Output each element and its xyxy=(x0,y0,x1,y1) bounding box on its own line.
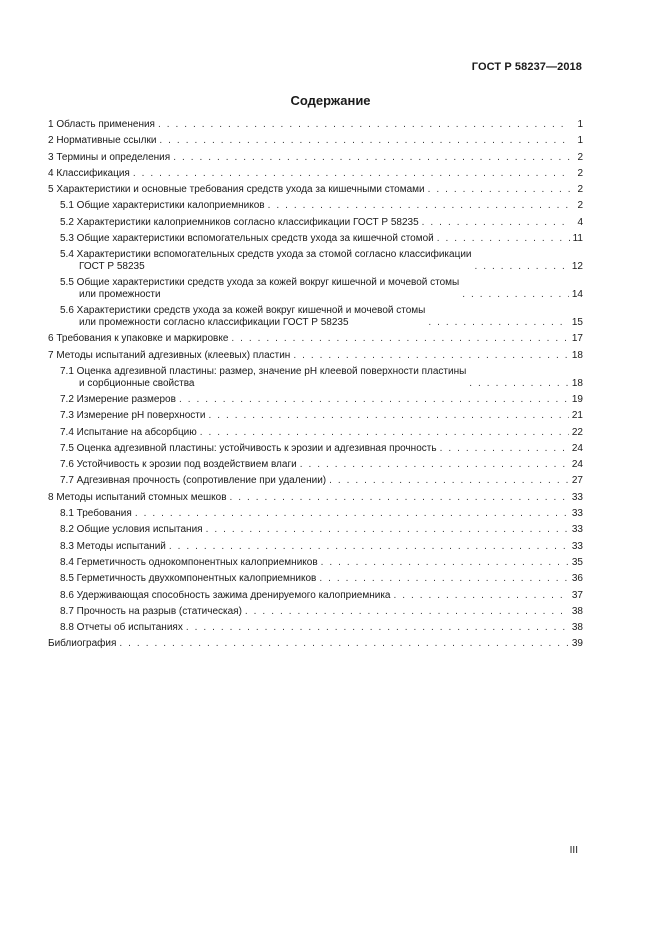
toc-dot-leader xyxy=(179,394,569,406)
toc-dot-leader xyxy=(208,410,568,422)
toc-page-number: 14 xyxy=(571,289,583,301)
toc-dot-leader xyxy=(159,135,570,147)
toc-entry[interactable] xyxy=(48,233,583,245)
page-title: Содержание xyxy=(290,93,371,108)
toc-entry[interactable] xyxy=(48,168,583,180)
toc-page-number: 19 xyxy=(571,393,583,405)
toc-dot-leader xyxy=(422,217,570,229)
toc-dot-leader xyxy=(268,200,570,212)
toc-entry[interactable] xyxy=(48,200,583,212)
toc-entry-title-line: 6 Требования к упаковке и маркировке xyxy=(48,333,229,345)
toc-entry-title xyxy=(60,443,437,455)
toc-page-number: 33 xyxy=(571,540,583,552)
toc-entry-title-continuation: или промежности xyxy=(79,289,161,301)
toc-entry-title-line: 7.1 Оценка адгезивной пластины: размер, значение рН клеевой поверхности пластины xyxy=(60,365,467,377)
toc-page-number: 27 xyxy=(571,475,583,487)
toc-entry-title xyxy=(60,394,176,406)
toc-entry-title xyxy=(48,184,425,196)
toc-entry-title xyxy=(48,119,155,131)
toc-entry-title xyxy=(60,217,419,229)
toc-page-number: 18 xyxy=(571,349,583,361)
toc-page-number: 24 xyxy=(571,459,583,471)
toc-page-number: 22 xyxy=(571,426,583,438)
toc-dot-leader xyxy=(437,233,570,245)
toc-dot-leader xyxy=(230,492,569,504)
toc-dot-leader xyxy=(293,350,569,362)
toc-dot-leader xyxy=(329,475,569,487)
toc-entry-title xyxy=(60,249,471,273)
toc-entry[interactable] xyxy=(48,427,583,439)
toc-entry-title xyxy=(60,410,205,422)
toc-entry-title-line: 4 Классификация xyxy=(48,167,130,179)
toc-entry-title-line: 8 Методы испытаний стомных мешков xyxy=(48,491,227,503)
toc-entry-title xyxy=(60,366,466,390)
toc-entry-title-line: 7.4 Испытание на абсорбцию xyxy=(60,426,197,438)
toc-entry-title xyxy=(60,459,297,471)
toc-entry-title-continuation: и сорбционные свойства xyxy=(79,377,195,389)
toc-entry[interactable] xyxy=(48,541,583,553)
document-code: ГОСТ Р 58237—2018 xyxy=(471,61,582,73)
toc-page-number: 36 xyxy=(571,573,583,585)
toc-entry[interactable] xyxy=(48,475,583,487)
toc-entry-title xyxy=(48,152,170,164)
toc-dot-leader xyxy=(428,184,570,196)
toc-entry[interactable] xyxy=(48,410,583,422)
toc-page-number: 39 xyxy=(571,638,583,650)
toc-entry-title-line: 5.4 Характеристики вспомогательных средств ухода за стомой согласно классификации xyxy=(60,249,472,261)
toc-entry[interactable] xyxy=(48,573,583,585)
toc-page-number: 4 xyxy=(577,216,583,228)
toc-entry[interactable] xyxy=(48,443,583,455)
toc-dot-leader xyxy=(300,459,569,471)
toc-page-number: 2 xyxy=(577,151,583,163)
toc-page-number: 2 xyxy=(577,184,583,196)
toc-entry-title-line: 8.2 Общие условия испытания xyxy=(60,524,203,536)
toc-entry-title-line: 5.1 Общие характеристики калоприемников xyxy=(60,200,265,212)
toc-entry-title-line: 1 Область применения xyxy=(48,119,155,130)
toc-entry[interactable] xyxy=(48,622,583,634)
toc-entry-title xyxy=(60,305,425,329)
toc-entry-title xyxy=(60,557,318,569)
toc-dot-leader xyxy=(186,622,569,634)
toc-entry[interactable] xyxy=(48,249,583,273)
toc-entry-title xyxy=(60,200,265,212)
toc-entry-title-line: 5.2 Характеристики калоприемников согласно классификации ГОСТ Р 58235 xyxy=(60,216,419,228)
toc-entry[interactable] xyxy=(48,305,583,329)
toc-dot-leader xyxy=(428,317,569,329)
toc-dot-leader xyxy=(200,427,569,439)
toc-entry-title xyxy=(60,573,316,585)
toc-entry-title-continuation: или промежности согласно классификации ГОСТ Р 58235 xyxy=(79,317,349,329)
toc-entry[interactable] xyxy=(48,508,583,520)
toc-page-number: 21 xyxy=(571,410,583,422)
toc-entry-title xyxy=(48,492,227,504)
toc-page-number: 2 xyxy=(577,200,583,212)
toc-page-number: 35 xyxy=(571,556,583,568)
toc-entry-title xyxy=(60,541,166,553)
toc-entry[interactable] xyxy=(48,217,583,229)
toc-entry-title-line: 7.7 Адгезивная прочность (сопротивление при удалении) xyxy=(60,475,327,487)
toc-entry[interactable] xyxy=(48,333,583,345)
toc-dot-leader xyxy=(135,508,569,520)
toc-entry-title xyxy=(48,350,290,362)
toc-dot-leader xyxy=(321,557,569,569)
toc-page-number: 38 xyxy=(571,605,583,617)
toc-entry-title xyxy=(60,233,434,245)
toc-entry-title-line: 8.5 Герметичность двухкомпонентных калоприемников xyxy=(60,573,317,585)
toc-entry[interactable] xyxy=(48,590,583,602)
toc-entry[interactable] xyxy=(48,135,583,147)
toc-page-number: 12 xyxy=(571,261,583,273)
table-of-contents xyxy=(48,119,583,655)
toc-entry-title-line: 3 Термины и определения xyxy=(48,151,171,163)
toc-page-number: 33 xyxy=(571,524,583,536)
toc-entry-title xyxy=(60,590,391,602)
toc-page-number: 18 xyxy=(571,377,583,389)
toc-entry[interactable] xyxy=(48,277,583,301)
toc-dot-leader xyxy=(469,378,569,390)
toc-entry[interactable] xyxy=(48,184,583,196)
toc-entry-title xyxy=(60,606,242,618)
toc-entry-title-line: 7 Методы испытаний адгезивных (клеевых) пластин xyxy=(48,349,291,361)
toc-entry-title-line: 8.8 Отчеты об испытаниях xyxy=(60,622,183,634)
toc-page-number: 33 xyxy=(571,491,583,503)
toc-page-number: 1 xyxy=(577,135,583,147)
toc-entry-title-line: 7.3 Измерение рН поверхности xyxy=(60,410,206,422)
toc-entry-title xyxy=(60,622,183,634)
toc-dot-leader xyxy=(319,573,569,585)
toc-entry-title-line: 5 Характеристики и основные требования средств ухода за кишечными стомами xyxy=(48,184,425,196)
toc-entry-title xyxy=(48,333,228,345)
toc-dot-leader xyxy=(206,524,569,536)
toc-entry[interactable] xyxy=(48,152,583,164)
toc-dot-leader xyxy=(133,168,570,180)
toc-entry[interactable] xyxy=(48,638,583,650)
toc-entry-title xyxy=(48,638,116,650)
toc-page-number: 15 xyxy=(571,317,583,329)
toc-page-number: 17 xyxy=(571,333,583,345)
toc-entry-title-line: 5.3 Общие характеристики вспомогательных средств ухода за кишечной стомой xyxy=(60,233,434,245)
toc-entry[interactable] xyxy=(48,366,583,390)
toc-dot-leader xyxy=(474,261,568,273)
toc-page-number: 1 xyxy=(577,119,583,130)
toc-page-number: 33 xyxy=(571,508,583,520)
toc-dot-leader xyxy=(394,590,569,602)
toc-entry[interactable] xyxy=(48,606,583,618)
toc-entry[interactable] xyxy=(48,492,583,504)
toc-entry-title-continuation: ГОСТ Р 58235 xyxy=(79,261,145,273)
toc-entry[interactable] xyxy=(48,459,583,471)
toc-entry-title-line: 7.6 Устойчивость к эрозии под воздействием влаги xyxy=(60,459,297,471)
toc-dot-leader xyxy=(158,119,570,131)
toc-entry-title-line: 5.5 Общие характеристики средств ухода за кожей вокруг кишечной и мочевой стомы xyxy=(60,277,460,289)
toc-entry-title-line: 8.1 Требования xyxy=(60,508,132,520)
toc-entry-title-line: 5.6 Характеристики средств ухода за кожей вокруг кишечной и мочевой стомы xyxy=(60,305,426,317)
toc-page-number: 2 xyxy=(577,167,583,179)
toc-entry-title-line: 8.3 Методы испытаний xyxy=(60,540,166,552)
toc-entry-title-line: Библиография xyxy=(48,638,117,650)
toc-entry[interactable] xyxy=(48,557,583,569)
toc-dot-leader xyxy=(169,541,569,553)
toc-dot-leader xyxy=(231,333,568,345)
toc-entry-title-line: 7.5 Оценка адгезивной пластины: устойчивость к эрозии и адгезивная прочность xyxy=(60,442,437,454)
toc-entry[interactable] xyxy=(48,394,583,406)
toc-page-number: 38 xyxy=(571,622,583,634)
toc-entry-title-line: 8.6 Удерживающая способность зажима дренируемого калоприемника xyxy=(60,589,391,601)
toc-page-number: 24 xyxy=(571,442,583,454)
toc-entry-title-line: 8.7 Прочность на разрыв (статическая) xyxy=(60,605,242,617)
toc-entry-title-line: 2 Нормативные ссылки xyxy=(48,135,157,147)
toc-entry[interactable] xyxy=(48,524,583,536)
toc-entry-title-line: 8.4 Герметичность однокомпонентных калоприемников xyxy=(60,556,318,568)
toc-page-number: 37 xyxy=(571,589,583,601)
toc-entry[interactable] xyxy=(48,119,583,131)
toc-entry[interactable] xyxy=(48,350,583,362)
toc-entry-title xyxy=(60,524,203,536)
toc-entry-title-line: 7.2 Измерение размеров xyxy=(60,393,176,405)
toc-page-number: 11 xyxy=(572,233,583,245)
toc-dot-leader xyxy=(119,638,568,650)
toc-dot-leader xyxy=(440,443,569,455)
toc-dot-leader xyxy=(462,289,569,301)
toc-dot-leader xyxy=(173,152,570,164)
page-number: III xyxy=(569,845,578,856)
toc-entry-title xyxy=(48,135,156,147)
toc-entry-title xyxy=(60,427,197,439)
toc-entry-title xyxy=(60,508,132,520)
toc-entry-title xyxy=(48,168,130,180)
toc-entry-title xyxy=(60,475,326,487)
toc-entry-title xyxy=(60,277,459,301)
toc-dot-leader xyxy=(245,606,569,618)
